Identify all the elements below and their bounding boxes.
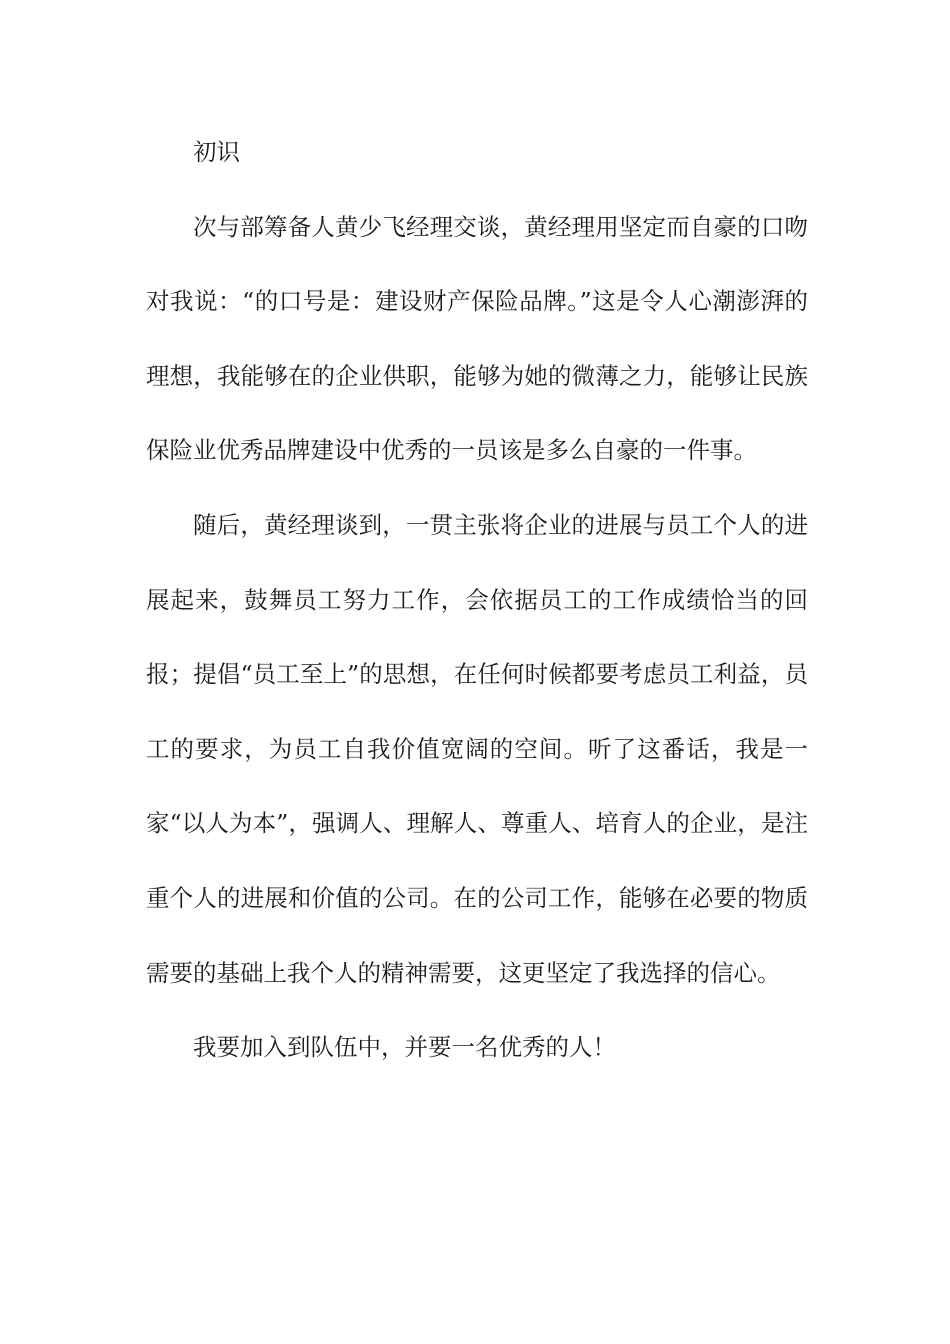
section-heading: 初识 xyxy=(193,138,240,166)
document-body xyxy=(146,115,808,1085)
paragraph-conclusion: 我要加入到队伍中，并要一名优秀的人！ xyxy=(193,1033,616,1062)
paragraph-first-meeting: 次与部筹备人黄少飞经理交谈，黄经理用坚定而自豪的口吻对我说：“的口号是：建设财产保险品牌。”这是令人心潮澎湃的理想，我能够在的企业供职，能够为她的微薄之力，能够让民族保险业优秀品牌建设中优秀的一员该是多么自豪的一件事。 xyxy=(146,212,808,465)
paragraph-company-values: 随后，黄经理谈到，一贯主张将企业的进展与员工个人的进展起来，鼓舞员工努力工作，会依据员工的工作成绩恰当的回报；提倡“员工至上”的思想，在任何时候都要考虑员工利益，员工的要求，为员工自我价值宽阔的空间。听了这番话，我是一家“以人为本”，强调人、理解人、尊重人、培育人的企业，是注重个人的进展和价值的公司。在的公司工作，能够在必要的物质需要的基础上我个人的精神需要，这更坚定了我选择的信心。 xyxy=(146,510,808,987)
